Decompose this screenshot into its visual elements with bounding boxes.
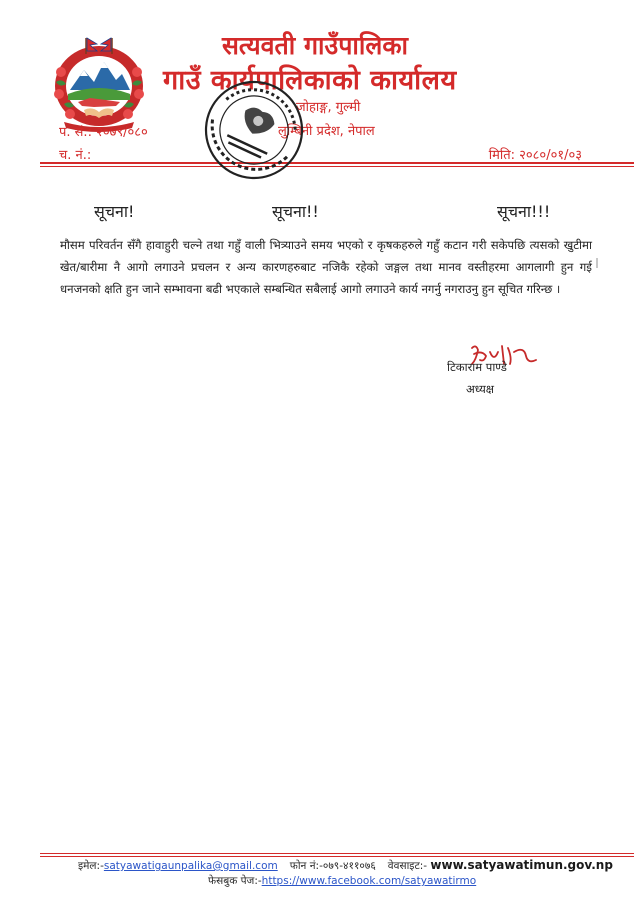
margin-mark bbox=[596, 258, 598, 268]
signatory-name: टिकाराम पाण्डे bbox=[447, 360, 507, 374]
email-label: इमेल:- bbox=[78, 860, 104, 872]
footer-contact-line bbox=[78, 858, 613, 873]
facebook-label: फेसबुक पेज:- bbox=[208, 875, 262, 887]
reference-number: प. सं.: २०७९/०८० bbox=[59, 125, 148, 140]
header-divider bbox=[40, 162, 634, 164]
header-divider-thin bbox=[40, 166, 634, 167]
notice-body: मौसम परिवर्तन सँगै हावाहुरी चल्ने तथा गहुँ वाली भित्र्याउने समय भएको र कृषकहरुले गहुँ कटान गरी सकेपछि त्यसको खुटीमा खेत/बारीमा नै आगो लगाउने प्रचलन र अन्य कारणहरुबाट नजिकै रहेको जङ्गल तथा मानव वस्तीहरमा आगलागी हुन गई धनजनको क्षति हुन जाने सम्भावना बढी भएकाले सम्बन्धित सबैलाई आगो लगाउने कार्य नगर्नु नगराउनु हुन सूचित गरिन्छ । bbox=[60, 238, 592, 296]
footer-social-line bbox=[208, 874, 476, 888]
phone-number: फोन नं:-०७९-४११०७६ bbox=[289, 860, 376, 872]
nepal-government-emblem-icon bbox=[50, 32, 148, 132]
signatory-title: अध्यक्ष bbox=[466, 382, 495, 396]
footer-divider bbox=[40, 853, 634, 854]
notice-heading: सूचना!!! bbox=[497, 202, 551, 221]
notice-heading: सूचना!! bbox=[272, 202, 319, 221]
notice-heading: सूचना! bbox=[94, 202, 135, 221]
organization-name: सत्यवती गाउँपालिका bbox=[222, 31, 409, 60]
office-round-stamp-icon bbox=[198, 74, 310, 186]
email-link[interactable]: satyawatigaunpalika@gmail.com bbox=[103, 860, 278, 872]
website-label: वेवसाइट:- bbox=[387, 860, 428, 872]
address-line-2: लुम्बिनी प्रदेश, नेपाल bbox=[278, 124, 375, 139]
letter-date: मिति: २०८०/०१/०३ bbox=[488, 148, 582, 163]
website-link[interactable]: www.satyawatimun.gov.np bbox=[430, 858, 613, 872]
address-line-1: जोहाङ्ग, गुल्मी bbox=[296, 100, 361, 115]
dispatch-number: च. नं.: bbox=[59, 148, 92, 163]
facebook-link[interactable]: https://www.facebook.com/satyawatirmo bbox=[261, 875, 477, 887]
office-name: गाउँ कार्यपालिकाको कार्यालय bbox=[163, 65, 457, 96]
footer-divider-thin bbox=[40, 856, 634, 857]
